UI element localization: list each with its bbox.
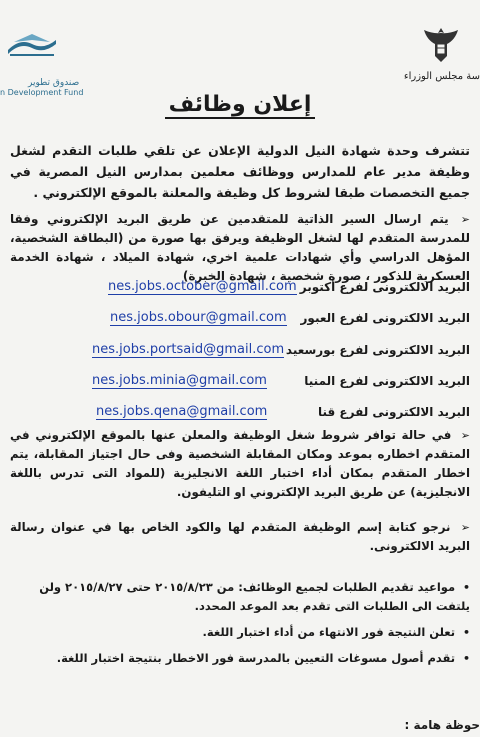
conditions-text: في حالة توافر شروط شغل الوظيفة والمعلن عنها بالموقع الإلكتروني في المتقدم اخطاره بموعد ومكان المقابلة الشخصية وفى حال اجتياز المقابلة، يتم اخطار المتقدم بمكان أداء اختبار اللغة الانجليزية (للمواد التى تدرس باللغة الانجليزية) عن طريق البريد الإلكتروني او التليفون. bbox=[10, 428, 470, 499]
email-link-qena[interactable]: nes.jobs.qena@gmail.com bbox=[96, 404, 268, 419]
email-row-obour bbox=[0, 308, 480, 330]
list-item: • تعلن النتيجة فور الانتهاء من أداء اختبار اللغة. bbox=[202, 625, 470, 639]
email-row-october bbox=[0, 277, 480, 299]
bullet-icon: • bbox=[459, 652, 470, 665]
eagle-emblem-icon bbox=[420, 24, 462, 66]
email-label: البريد الالكترونى لفرع العبور bbox=[300, 311, 470, 325]
cabinet-logo bbox=[400, 24, 480, 84]
development-fund-logo bbox=[0, 22, 86, 97]
email-label: البريد الالكترونى لفرع قنا bbox=[317, 405, 470, 419]
cabinet-label: سة مجلس الوزراء bbox=[403, 71, 480, 82]
fund-emblem-icon bbox=[4, 30, 60, 58]
email-link-october[interactable]: nes.jobs.october@gmail.com bbox=[108, 279, 297, 294]
email-link-portsaid[interactable]: nes.jobs.portsaid@gmail.com bbox=[92, 342, 285, 357]
email-row-qena bbox=[0, 402, 480, 424]
cv-instructions-text: يتم ارسال السير الذاتية للمتقدمين عن طريق البريد الإلكتروني وفقا للمدرسة المتقدم لها لشغل الوظيفة ويرفق بها صورة من (البطاقة الشخصية، المؤهل الدراسي وأي شهادات علمية اخري، شهادة الميلاد ، شهادة الخدمة العسكرية للذكور ، صورة شخصية ، شهادة الخبرة) bbox=[10, 212, 470, 283]
arrow-bullet-icon: ➢ bbox=[452, 213, 471, 226]
list-item: • مواعيد تقديم الطلبات لجميع الوظائف: من ٢٠١٥/٨/٢٣ حتى ٢٠١٥/٨/٢٧ ولن يلتفت الى الطلبات التى تقدم بعد الموعد المحدد. bbox=[39, 580, 470, 613]
conditions-paragraph bbox=[10, 426, 470, 502]
list-item: • تقدم أصول مسوغات التعيين بالمدرسة فور الاخطار بنتيجة اختبار اللغة. bbox=[56, 651, 470, 665]
dates-list bbox=[10, 578, 470, 675]
bullet-icon: • bbox=[459, 581, 470, 594]
arrow-bullet-icon: ➢ bbox=[454, 521, 470, 534]
email-label: البريد الالكترونى لفرع أكتوبر bbox=[299, 280, 470, 294]
email-row-portsaid bbox=[0, 340, 480, 362]
important-note-label: حوظة هامة : bbox=[404, 718, 480, 732]
arrow-bullet-icon: ➢ bbox=[455, 429, 470, 442]
code-note-text: نرجو كتابة إسم الوظيفة المتقدم لها والكود الخاص بها في عنوان رسالة البريد الالكترونى. bbox=[10, 520, 470, 553]
bullet-icon: • bbox=[459, 626, 470, 639]
intro-paragraph: تتشرف وحدة شهادة النيل الدولية الإعلان عن تلقي طلبات التقدم لشغل وظيفة مدير عام للمدارس ووظائف معلمين بمدارس النيل المصرية في جميع التخصصات طبقا لشروط كل وظيفة والمعلنة بالموقع الإلكتروني . bbox=[10, 143, 470, 200]
fund-name-arabic: صندوق تطوير bbox=[28, 78, 80, 88]
email-link-minia[interactable]: nes.jobs.minia@gmail.com bbox=[92, 373, 267, 388]
page-title: إعلان وظائف bbox=[0, 92, 480, 117]
email-row-minia bbox=[0, 371, 480, 393]
code-note-paragraph bbox=[10, 518, 470, 556]
email-label: البريد الالكترونى لفرع المنيا bbox=[304, 374, 470, 388]
email-label: البريد الالكترونى لفرع بورسعيد bbox=[285, 343, 470, 357]
fund-name-english: n Development Fund bbox=[0, 88, 84, 97]
cv-instructions-paragraph bbox=[10, 210, 470, 286]
email-link-obour[interactable]: nes.jobs.obour@gmail.com bbox=[110, 310, 287, 325]
